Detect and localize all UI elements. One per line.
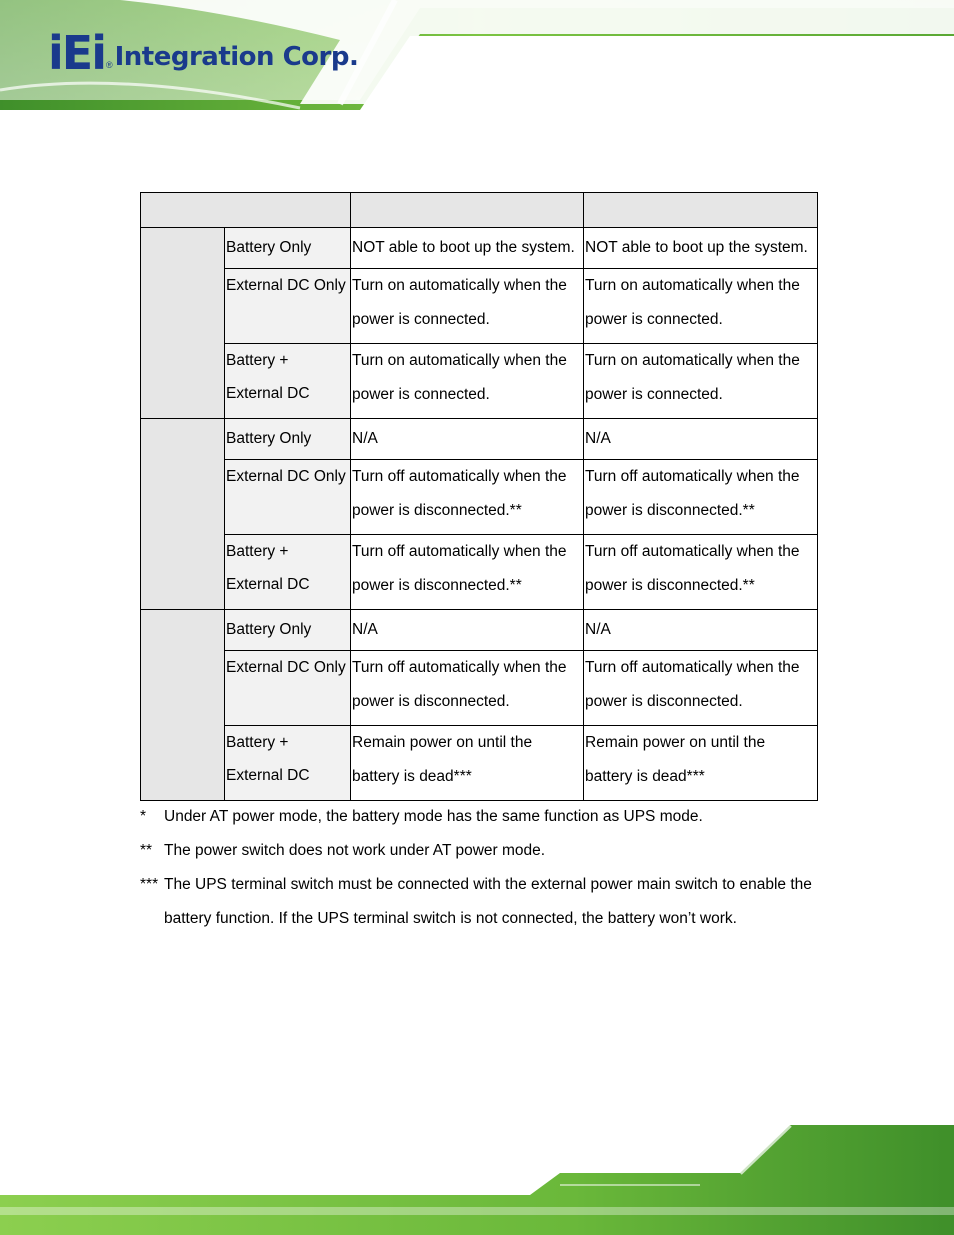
table-row: [141, 460, 818, 535]
footnotes: [140, 800, 830, 936]
table-row: [141, 228, 818, 269]
table-cell: N/A: [584, 610, 818, 651]
power-source-cell: External DC Only: [225, 651, 351, 726]
table-cell: N/A: [584, 419, 818, 460]
table-row: [141, 269, 818, 344]
table-row: [141, 610, 818, 651]
table-row: [141, 535, 818, 610]
table-cell: Turn off automatically when the power is disconnected.**: [351, 535, 584, 610]
table-cell: Turn on automatically when the power is connected.: [584, 269, 818, 344]
table-row: [141, 726, 818, 801]
ups-mode-table: [140, 192, 818, 801]
footnote-text: Under AT power mode, the battery mode has the same function as UPS mode.: [164, 808, 703, 825]
table-cell: Turn off automatically when the power is disconnected.**: [584, 460, 818, 535]
table-cell: Turn off automatically when the power is disconnected.**: [584, 535, 818, 610]
footnote-mark: *: [140, 808, 147, 825]
table-row: [141, 651, 818, 726]
group-cell: [141, 419, 225, 610]
logo-wordmark: Integration Corp.: [114, 42, 359, 72]
footnote-text: The UPS terminal switch must be connected with the external power main switch to enable the battery function. If the UPS terminal switch is not connected, the battery won’t work.: [164, 876, 812, 927]
table-cell: Remain power on until the battery is dead***: [584, 726, 818, 801]
power-source-cell: External DC Only: [225, 460, 351, 535]
table-row: [141, 419, 818, 460]
table-header-cell: [584, 193, 818, 228]
power-source-cell: Battery Only: [225, 419, 351, 460]
footnote-text: The power switch does not work under AT power mode.: [164, 842, 546, 859]
table-cell: Remain power on until the battery is dead***: [351, 726, 584, 801]
footnote-mark: **: [140, 842, 153, 859]
group-cell: [141, 228, 225, 419]
footnote: [140, 834, 830, 868]
footnote: [140, 868, 830, 936]
group-cell: [141, 610, 225, 801]
table-cell: NOT able to boot up the system.: [584, 228, 818, 269]
table-cell: Turn on automatically when the power is connected.: [584, 344, 818, 419]
table-cell: Turn on automatically when the power is connected.: [351, 269, 584, 344]
power-source-cell: External DC Only: [225, 269, 351, 344]
table-row: [141, 344, 818, 419]
table-cell: N/A: [351, 419, 584, 460]
table-cell: Turn off automatically when the power is disconnected.: [584, 651, 818, 726]
table-cell: Turn off automatically when the power is disconnected.: [351, 651, 584, 726]
table-header-cell: [141, 193, 351, 228]
table-header-cell: [351, 193, 584, 228]
power-source-cell: Battery Only: [225, 610, 351, 651]
footnote-mark: ***: [140, 876, 159, 893]
footer-banner: [0, 1125, 954, 1235]
company-logo: iEi ® Integration Corp.: [48, 26, 359, 80]
table-cell: NOT able to boot up the system.: [351, 228, 584, 269]
power-source-cell: Battery + External DC: [225, 726, 351, 801]
table-cell: Turn off automatically when the power is disconnected.**: [351, 460, 584, 535]
table-cell: Turn on automatically when the power is connected.: [351, 344, 584, 419]
logo-iei-mark: iEi: [48, 26, 105, 80]
power-source-cell: Battery Only: [225, 228, 351, 269]
table-cell: N/A: [351, 610, 584, 651]
power-source-cell: Battery + External DC: [225, 535, 351, 610]
footnote: [140, 800, 830, 834]
power-source-cell: Battery + External DC: [225, 344, 351, 419]
